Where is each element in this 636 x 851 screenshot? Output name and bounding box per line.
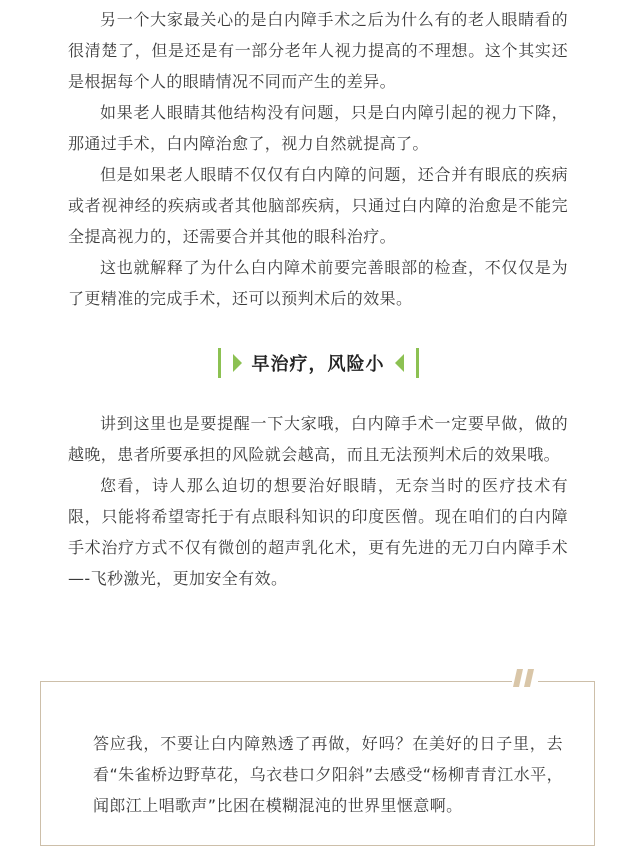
paragraph: 另一个大家最关心的是白内障手术之后为什么有的老人眼睛看的很清楚了，但是还是有一部分老年人视力提高的不理想。这个其实还是根据每个人的眼睛情况不同而产生的差异。: [68, 10, 568, 91]
paragraph: 讲到这里也是要提醒一下大家哦，白内障手术一定要早做，做的越晚，患者所要承担的风险就会越高，而且无法预判术后的效果哦。: [68, 414, 568, 464]
article-body: [68, 0, 568, 314]
paragraph: 您看，诗人那么迫切的想要治好眼睛，无奈当时的医疗技术有限，只能将希望寄托于有点眼科知识的印度医僧。现在咱们的白内障手术治疗方式不仅有微创的超声乳化术，更有先进的无刀白内障手术—-飞秒激光，更加安全有效。: [68, 476, 568, 588]
quote-text: [93, 728, 563, 821]
section-heading: [0, 346, 636, 382]
quote-paragraph: 答应我，不要让白内障熟透了再做，好吗？在美好的日子里，去看“朱雀桥边野草花，乌衣巷口夕阳斜”去感受“杨柳青青江水平，闻郎江上唱歌声”比困在模糊混沌的世界里惬意啊。: [93, 734, 563, 815]
right-triangle-icon: [395, 354, 404, 372]
left-triangle-icon: [233, 354, 242, 372]
paragraph: 这也就解释了为什么白内障术前要完善眼部的检查，不仅仅是为了更精准的完成手术，还可以预判术后的效果。: [68, 258, 568, 308]
section-body: [68, 408, 568, 594]
left-bracket-decoration: [218, 348, 231, 378]
paragraph: 但是如果老人眼睛不仅仅有白内障的问题，还合并有眼底的疾病或者视神经的疾病或者其他脑部疾病，只通过白内障的治愈是不能完全提高视力的，还需要合并其他的眼科治疗。: [68, 165, 568, 246]
paragraph: 如果老人眼睛其他结构没有问题，只是白内障引起的视力下降，那通过手术，白内障治愈了，视力自然就提高了。: [68, 103, 568, 153]
right-bracket-decoration: [406, 348, 419, 378]
section-heading-box: [218, 346, 419, 380]
section-title: 早治疗，风险小: [251, 354, 385, 375]
quote-mark-icon: [512, 666, 538, 690]
